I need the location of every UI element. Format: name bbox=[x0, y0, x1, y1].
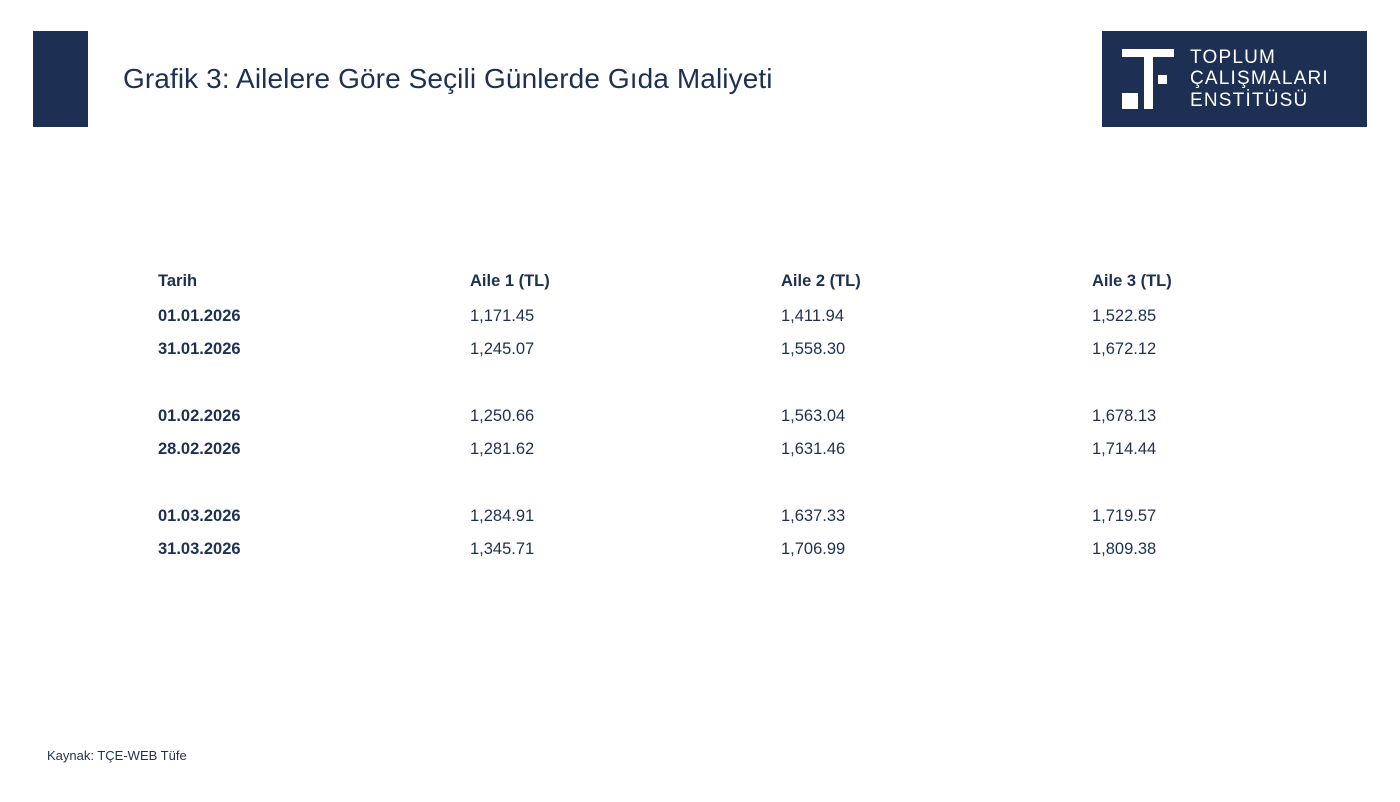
cell-date: 01.03.2026 bbox=[158, 507, 241, 525]
cell-aile2: 1,558.30 bbox=[781, 340, 846, 358]
table-row bbox=[158, 407, 1400, 440]
table-header-row bbox=[158, 272, 1400, 307]
cell-aile3: 1,809.38 bbox=[1092, 540, 1157, 558]
table-row-spacer bbox=[158, 473, 1400, 507]
cell-date: 31.03.2026 bbox=[158, 540, 241, 558]
table-row bbox=[158, 340, 1400, 373]
table-body bbox=[158, 307, 1400, 573]
table-row bbox=[158, 540, 1400, 573]
institute-logo bbox=[1102, 31, 1367, 127]
header-accent-bar bbox=[33, 31, 88, 127]
table-row bbox=[158, 507, 1400, 540]
cell-aile2: 1,706.99 bbox=[781, 540, 846, 558]
cell-aile2: 1,563.04 bbox=[781, 407, 846, 425]
cell-aile3: 1,678.13 bbox=[1092, 407, 1157, 425]
page-title: Grafik 3: Ailelere Göre Seçili Günlerde Gıda Maliyeti bbox=[123, 62, 773, 94]
logo-line-3: ENSTİTÜSÜ bbox=[1190, 89, 1309, 111]
title-container bbox=[88, 31, 1102, 127]
column-header-date: Tarih bbox=[158, 272, 198, 290]
cell-date: 01.02.2026 bbox=[158, 407, 241, 425]
cell-aile3: 1,522.85 bbox=[1092, 307, 1157, 325]
column-header-aile2: Aile 2 (TL) bbox=[781, 272, 861, 290]
cell-aile1: 1,245.07 bbox=[470, 340, 535, 358]
slide-header bbox=[33, 31, 1367, 127]
cell-aile1: 1,171.45 bbox=[470, 307, 535, 325]
table-row bbox=[158, 307, 1400, 340]
column-header-aile3: Aile 3 (TL) bbox=[1092, 272, 1172, 290]
logo-line-2: ÇALIŞMALARI bbox=[1190, 68, 1329, 90]
cell-date: 31.01.2026 bbox=[158, 340, 241, 358]
food-cost-table-area bbox=[158, 272, 1258, 573]
logo-mark-icon bbox=[1120, 47, 1176, 111]
cell-aile2: 1,637.33 bbox=[781, 507, 846, 525]
cell-aile2: 1,411.94 bbox=[781, 307, 845, 325]
column-header-aile1: Aile 1 (TL) bbox=[470, 272, 550, 290]
cell-aile1: 1,281.62 bbox=[470, 440, 535, 458]
source-note: Kaynak: TÇE-WEB Tüfe bbox=[47, 748, 187, 763]
logo-text bbox=[1190, 47, 1329, 111]
cell-aile2: 1,631.46 bbox=[781, 440, 846, 458]
cell-date: 01.01.2026 bbox=[158, 307, 241, 325]
cell-aile1: 1,345.71 bbox=[470, 540, 535, 558]
logo-line-1: TOPLUM bbox=[1190, 47, 1277, 69]
cell-aile1: 1,284.91 bbox=[470, 507, 535, 525]
cell-aile3: 1,672.12 bbox=[1092, 340, 1157, 358]
table-row-spacer bbox=[158, 373, 1400, 407]
table-header bbox=[158, 272, 1400, 307]
cell-aile3: 1,719.57 bbox=[1092, 507, 1157, 525]
cell-date: 28.02.2026 bbox=[158, 440, 241, 458]
cell-aile1: 1,250.66 bbox=[470, 407, 535, 425]
table-row bbox=[158, 440, 1400, 473]
cell-aile3: 1,714.44 bbox=[1092, 440, 1157, 458]
food-cost-table bbox=[158, 272, 1400, 573]
